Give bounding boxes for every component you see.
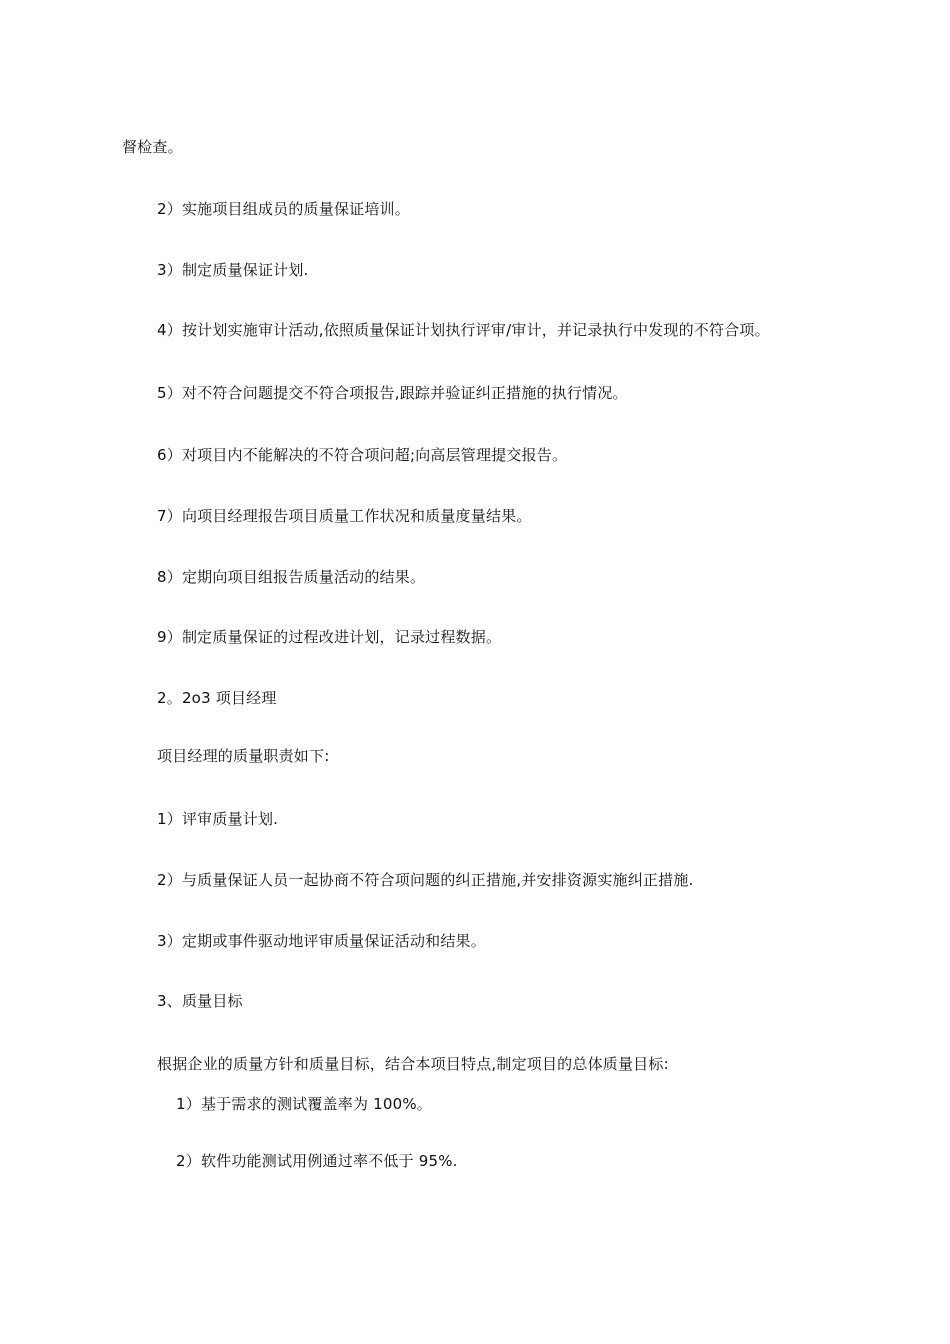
section-heading-quality-goals: 3、质量目标 — [157, 992, 243, 1010]
text-line-pm-duty-1: 1）评审质量计划. — [157, 810, 279, 828]
text-line-qa-duty-5: 5）对不符合问题提交不符合项报告,跟踪并验证纠正措施的执行情况。 — [157, 384, 628, 402]
text-line-qa-duty-9: 9）制定质量保证的过程改进计划，记录过程数据。 — [157, 628, 502, 646]
text-line-pm-duty-2: 2）与质量保证人员一起协商不符合项问题的纠正措施,并安排资源实施纠正措施. — [157, 871, 694, 889]
text-line-goals-intro: 根据企业的质量方针和质量目标，结合本项目特点,制定项目的总体质量目标: — [157, 1055, 669, 1073]
text-line-qa-duty-6: 6）对项目内不能解决的不符合项问超;向高层管理提交报告。 — [157, 446, 568, 464]
text-line-pm-duty-3: 3）定期或事件驱动地评审质量保证活动和结果。 — [157, 932, 486, 950]
text-line-qa-duty-4: 4）按计划实施审计活动,依照质量保证计划执行评审/审计，并记录执行中发现的不符合项。 — [157, 321, 770, 339]
text-line-qa-duty-8: 8）定期向项目组报告质量活动的结果。 — [157, 568, 426, 586]
text-line-goal-1: 1）基于需求的测试覆盖率为 100%。 — [176, 1095, 432, 1113]
section-heading-project-manager: 2。2o3 项目经理 — [157, 689, 277, 707]
text-line-continuation: 督检查。 — [122, 138, 183, 156]
text-line-qa-duty-7: 7）向项目经理报告项目质量工作状况和质量度量结果。 — [157, 507, 532, 525]
text-line-qa-duty-2: 2）实施项目组成员的质量保证培训。 — [157, 200, 410, 218]
text-line-goal-2: 2）软件功能测试用例通过率不低于 95%. — [176, 1152, 458, 1170]
text-line-pm-intro: 项目经理的质量职责如下: — [157, 747, 330, 765]
text-line-qa-duty-3: 3）制定质量保证计划. — [157, 261, 309, 279]
